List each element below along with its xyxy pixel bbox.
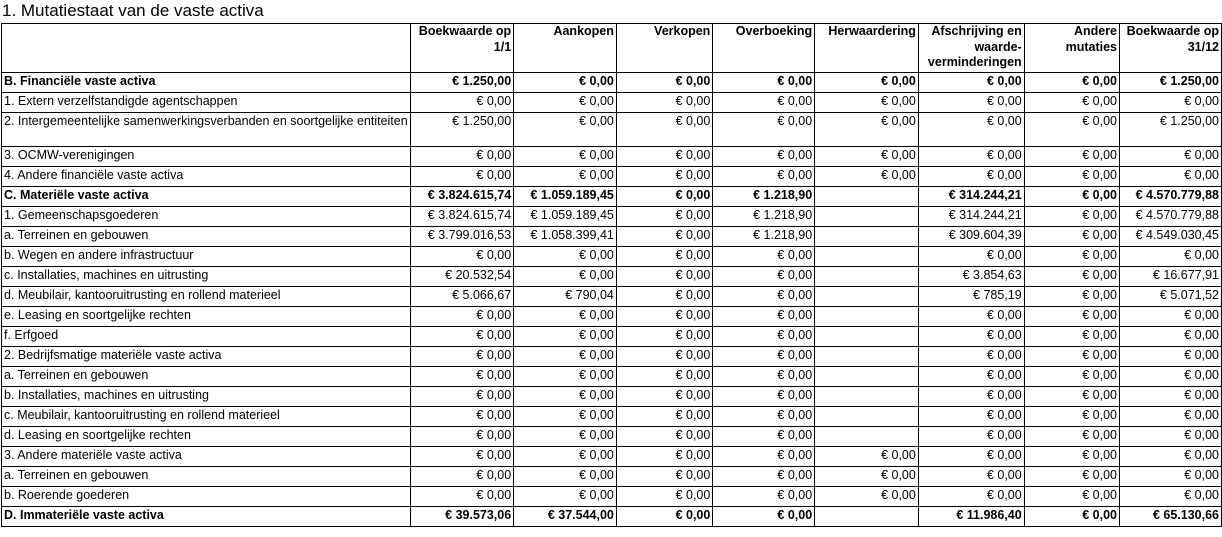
value-cell: € 0,00 [713, 267, 815, 287]
table-row [2, 73, 1222, 93]
value-cell: € 0,00 [410, 447, 513, 467]
value-cell: € 1.250,00 [1120, 73, 1222, 93]
value-cell [815, 287, 919, 307]
value-cell: € 0,00 [1120, 167, 1222, 187]
value-cell: € 0,00 [616, 307, 712, 327]
value-cell: € 1.250,00 [410, 113, 513, 147]
value-cell [815, 367, 919, 387]
value-cell: € 0,00 [815, 167, 919, 187]
value-cell: € 0,00 [514, 267, 617, 287]
row-label-cell: 3. OCMW-verenigingen [2, 147, 411, 167]
header-cell: Andere mutaties [1024, 24, 1119, 73]
value-cell: € 0,00 [918, 387, 1024, 407]
value-cell: € 0,00 [616, 147, 712, 167]
value-cell: € 790,04 [514, 287, 617, 307]
value-cell: € 0,00 [616, 187, 712, 207]
value-cell: € 0,00 [1024, 487, 1119, 507]
value-cell: € 0,00 [918, 347, 1024, 367]
table-row [2, 207, 1222, 227]
value-cell: € 0,00 [1024, 73, 1119, 93]
value-cell: € 0,00 [918, 247, 1024, 267]
value-cell: € 5.066,67 [410, 287, 513, 307]
value-cell: € 0,00 [1024, 407, 1119, 427]
value-cell: € 0,00 [1024, 287, 1119, 307]
value-cell: € 0,00 [616, 447, 712, 467]
table-row [2, 367, 1222, 387]
value-cell: € 0,00 [514, 367, 617, 387]
value-cell: € 0,00 [514, 73, 617, 93]
value-cell: € 0,00 [410, 327, 513, 347]
value-cell: € 0,00 [1024, 267, 1119, 287]
table-row [2, 327, 1222, 347]
row-label-cell: 2. Intergemeentelijke samenwerkingsverbanden en soortgelijke entiteiten [2, 113, 411, 147]
table-row [2, 507, 1222, 527]
value-cell: € 0,00 [514, 113, 617, 147]
table-row [2, 467, 1222, 487]
value-cell: € 0,00 [713, 247, 815, 267]
value-cell: € 0,00 [713, 347, 815, 367]
value-cell: € 0,00 [410, 167, 513, 187]
value-cell: € 16.677,91 [1120, 267, 1222, 287]
value-cell: € 0,00 [1024, 113, 1119, 147]
value-cell: € 0,00 [1024, 147, 1119, 167]
row-label-cell: b. Roerende goederen [2, 487, 411, 507]
value-cell: € 0,00 [918, 113, 1024, 147]
value-cell: € 0,00 [514, 427, 617, 447]
value-cell: € 0,00 [713, 387, 815, 407]
table-row [2, 487, 1222, 507]
value-cell: € 4.570.779,88 [1120, 187, 1222, 207]
value-cell: € 0,00 [1024, 167, 1119, 187]
value-cell: € 1.218,90 [713, 187, 815, 207]
value-cell: € 0,00 [713, 73, 815, 93]
value-cell: € 309.604,39 [918, 227, 1024, 247]
value-cell: € 0,00 [1120, 367, 1222, 387]
value-cell: € 0,00 [713, 487, 815, 507]
value-cell: € 37.544,00 [514, 507, 617, 527]
value-cell: € 0,00 [616, 73, 712, 93]
value-cell: € 0,00 [1120, 387, 1222, 407]
value-cell: € 0,00 [1024, 207, 1119, 227]
page-title: 1. Mutatiestaat van de vaste activa [2, 1, 264, 20]
row-label-cell: f. Erfgoed [2, 327, 411, 347]
table-row [2, 407, 1222, 427]
value-cell: € 0,00 [410, 347, 513, 367]
value-cell: € 0,00 [815, 113, 919, 147]
row-label-cell: D. Immateriële vaste activa [2, 507, 411, 527]
row-label-cell: a. Terreinen en gebouwen [2, 227, 411, 247]
value-cell: € 0,00 [616, 167, 712, 187]
value-cell: € 0,00 [616, 207, 712, 227]
value-cell: € 0,00 [514, 347, 617, 367]
value-cell: € 0,00 [616, 487, 712, 507]
value-cell: € 0,00 [713, 287, 815, 307]
value-cell: € 0,00 [1120, 327, 1222, 347]
value-cell: € 0,00 [1024, 307, 1119, 327]
value-cell: € 0,00 [514, 167, 617, 187]
value-cell: € 785,19 [918, 287, 1024, 307]
value-cell [815, 207, 919, 227]
value-cell: € 0,00 [713, 93, 815, 113]
mutation-table [1, 23, 1222, 527]
value-cell: € 0,00 [616, 267, 712, 287]
value-cell: € 0,00 [815, 467, 919, 487]
value-cell: € 3.824.615,74 [410, 187, 513, 207]
row-label-cell: 2. Bedrijfsmatige materiële vaste activa [2, 347, 411, 367]
row-label-cell: c. Meubilair, kantooruitrusting en rollend materieel [2, 407, 411, 427]
value-cell: € 0,00 [616, 227, 712, 247]
value-cell: € 314.244,21 [918, 187, 1024, 207]
value-cell: € 0,00 [1024, 507, 1119, 527]
table-row [2, 187, 1222, 207]
row-label-cell: b. Wegen en andere infrastructuur [2, 247, 411, 267]
value-cell: € 0,00 [1120, 407, 1222, 427]
value-cell: € 0,00 [713, 427, 815, 447]
value-cell: € 0,00 [713, 467, 815, 487]
table-row [2, 447, 1222, 467]
table-row [2, 93, 1222, 113]
row-label-cell: e. Leasing en soortgelijke rechten [2, 307, 411, 327]
header-cell: Overboeking [713, 24, 815, 73]
header-cell: Boekwaarde op 31/12 [1120, 24, 1222, 73]
value-cell: € 0,00 [1024, 227, 1119, 247]
value-cell: € 4.549.030,45 [1120, 227, 1222, 247]
row-label-cell: 1. Extern verzelfstandigde agentschappen [2, 93, 411, 113]
table-row [2, 427, 1222, 447]
value-cell: € 0,00 [713, 447, 815, 467]
value-cell: € 0,00 [918, 487, 1024, 507]
value-cell: € 0,00 [1120, 447, 1222, 467]
table-row [2, 113, 1222, 147]
value-cell: € 0,00 [410, 407, 513, 427]
header-row [2, 24, 1222, 73]
value-cell: € 0,00 [616, 327, 712, 347]
value-cell: € 1.059.189,45 [514, 187, 617, 207]
row-label-cell: 3. Andere materiële vaste activa [2, 447, 411, 467]
value-cell: € 0,00 [410, 387, 513, 407]
value-cell [815, 327, 919, 347]
value-cell: € 0,00 [1120, 247, 1222, 267]
value-cell: € 0,00 [918, 167, 1024, 187]
table-row [2, 247, 1222, 267]
table-row [2, 347, 1222, 367]
value-cell: € 1.250,00 [1120, 113, 1222, 147]
value-cell: € 0,00 [616, 347, 712, 367]
value-cell: € 20.532,54 [410, 267, 513, 287]
value-cell [815, 227, 919, 247]
value-cell: € 0,00 [410, 487, 513, 507]
value-cell: € 0,00 [410, 467, 513, 487]
header-cell: Aankopen [514, 24, 617, 73]
value-cell: € 0,00 [410, 93, 513, 113]
value-cell: € 4.570.779,88 [1120, 207, 1222, 227]
row-label-cell: a. Terreinen en gebouwen [2, 367, 411, 387]
value-cell: € 0,00 [815, 447, 919, 467]
table-row [2, 267, 1222, 287]
value-cell: € 0,00 [1024, 247, 1119, 267]
header-cell: Boekwaarde op 1/1 [410, 24, 513, 73]
value-cell: € 0,00 [815, 487, 919, 507]
value-cell: € 0,00 [410, 247, 513, 267]
value-cell: € 0,00 [815, 93, 919, 113]
value-cell: € 3.824.615,74 [410, 207, 513, 227]
value-cell: € 0,00 [1024, 347, 1119, 367]
value-cell: € 0,00 [1120, 347, 1222, 367]
table-row [2, 387, 1222, 407]
value-cell: € 0,00 [616, 93, 712, 113]
row-label-cell: 4. Andere financiële vaste activa [2, 167, 411, 187]
value-cell: € 0,00 [1024, 447, 1119, 467]
value-cell: € 0,00 [514, 247, 617, 267]
value-cell [815, 347, 919, 367]
table-row [2, 147, 1222, 167]
value-cell: € 0,00 [514, 307, 617, 327]
header-cell: Herwaardering [815, 24, 919, 73]
value-cell: € 0,00 [514, 147, 617, 167]
value-cell: € 0,00 [713, 307, 815, 327]
value-cell: € 0,00 [918, 467, 1024, 487]
value-cell: € 0,00 [713, 147, 815, 167]
value-cell: € 0,00 [1024, 187, 1119, 207]
table-row [2, 227, 1222, 247]
value-cell: € 0,00 [616, 467, 712, 487]
value-cell: € 1.058.399,41 [514, 227, 617, 247]
value-cell: € 3.799.016,53 [410, 227, 513, 247]
row-label-cell: d. Leasing en soortgelijke rechten [2, 427, 411, 447]
value-cell: € 0,00 [410, 147, 513, 167]
header-cell: Verkopen [616, 24, 712, 73]
value-cell [815, 407, 919, 427]
value-cell: € 0,00 [410, 307, 513, 327]
row-label-cell: c. Installaties, machines en uitrusting [2, 267, 411, 287]
value-cell [815, 307, 919, 327]
value-cell: € 0,00 [514, 487, 617, 507]
value-cell: € 0,00 [616, 387, 712, 407]
value-cell: € 0,00 [514, 327, 617, 347]
value-cell [815, 427, 919, 447]
value-cell: € 0,00 [1024, 367, 1119, 387]
value-cell: € 0,00 [616, 113, 712, 147]
value-cell: € 0,00 [918, 147, 1024, 167]
value-cell: € 0,00 [918, 427, 1024, 447]
value-cell [815, 187, 919, 207]
value-cell: € 0,00 [713, 113, 815, 147]
value-cell: € 3.854,63 [918, 267, 1024, 287]
value-cell: € 0,00 [514, 467, 617, 487]
value-cell: € 0,00 [918, 407, 1024, 427]
value-cell: € 0,00 [410, 427, 513, 447]
value-cell [815, 387, 919, 407]
value-cell: € 0,00 [514, 93, 617, 113]
table-row [2, 167, 1222, 187]
value-cell: € 1.250,00 [410, 73, 513, 93]
value-cell [815, 247, 919, 267]
table-body [2, 73, 1222, 527]
value-cell: € 0,00 [1024, 93, 1119, 113]
header-cell: Afschrijving en waarde-verminderingen [918, 24, 1024, 73]
header-label-cell [2, 24, 411, 73]
value-cell: € 39.573,06 [410, 507, 513, 527]
value-cell: € 0,00 [918, 327, 1024, 347]
value-cell: € 0,00 [918, 93, 1024, 113]
value-cell: € 0,00 [616, 507, 712, 527]
value-cell: € 0,00 [616, 427, 712, 447]
value-cell: € 1.218,90 [713, 207, 815, 227]
value-cell: € 0,00 [1024, 427, 1119, 447]
value-cell: € 0,00 [713, 167, 815, 187]
value-cell: € 0,00 [918, 307, 1024, 327]
value-cell: € 0,00 [815, 147, 919, 167]
value-cell: € 0,00 [616, 287, 712, 307]
value-cell: € 65.130,66 [1120, 507, 1222, 527]
value-cell: € 0,00 [713, 327, 815, 347]
value-cell: € 0,00 [1024, 327, 1119, 347]
value-cell: € 0,00 [713, 367, 815, 387]
value-cell [815, 507, 919, 527]
table-row [2, 307, 1222, 327]
value-cell: € 0,00 [410, 367, 513, 387]
row-label-cell: d. Meubilair, kantooruitrusting en rollend materieel [2, 287, 411, 307]
value-cell: € 1.218,90 [713, 227, 815, 247]
value-cell: € 5.071,52 [1120, 287, 1222, 307]
value-cell: € 0,00 [918, 447, 1024, 467]
value-cell: € 0,00 [514, 407, 617, 427]
value-cell: € 0,00 [1120, 93, 1222, 113]
value-cell: € 0,00 [1024, 387, 1119, 407]
value-cell: € 0,00 [514, 387, 617, 407]
value-cell: € 314.244,21 [918, 207, 1024, 227]
value-cell: € 0,00 [1120, 147, 1222, 167]
value-cell: € 0,00 [616, 407, 712, 427]
value-cell: € 0,00 [616, 367, 712, 387]
value-cell: € 0,00 [713, 407, 815, 427]
value-cell: € 11.986,40 [918, 507, 1024, 527]
value-cell: € 1.059.189,45 [514, 207, 617, 227]
value-cell: € 0,00 [1024, 467, 1119, 487]
value-cell: € 0,00 [1120, 307, 1222, 327]
value-cell: € 0,00 [514, 447, 617, 467]
value-cell: € 0,00 [815, 73, 919, 93]
value-cell [815, 267, 919, 287]
value-cell: € 0,00 [1120, 487, 1222, 507]
value-cell: € 0,00 [918, 367, 1024, 387]
row-label-cell: 1. Gemeenschapsgoederen [2, 207, 411, 227]
value-cell: € 0,00 [1120, 467, 1222, 487]
value-cell: € 0,00 [918, 73, 1024, 93]
row-label-cell: C. Materiële vaste activa [2, 187, 411, 207]
row-label-cell: b. Installaties, machines en uitrusting [2, 387, 411, 407]
value-cell: € 0,00 [713, 507, 815, 527]
row-label-cell: a. Terreinen en gebouwen [2, 467, 411, 487]
table-row [2, 287, 1222, 307]
value-cell: € 0,00 [616, 247, 712, 267]
row-label-cell: B. Financiële vaste activa [2, 73, 411, 93]
value-cell: € 0,00 [1120, 427, 1222, 447]
